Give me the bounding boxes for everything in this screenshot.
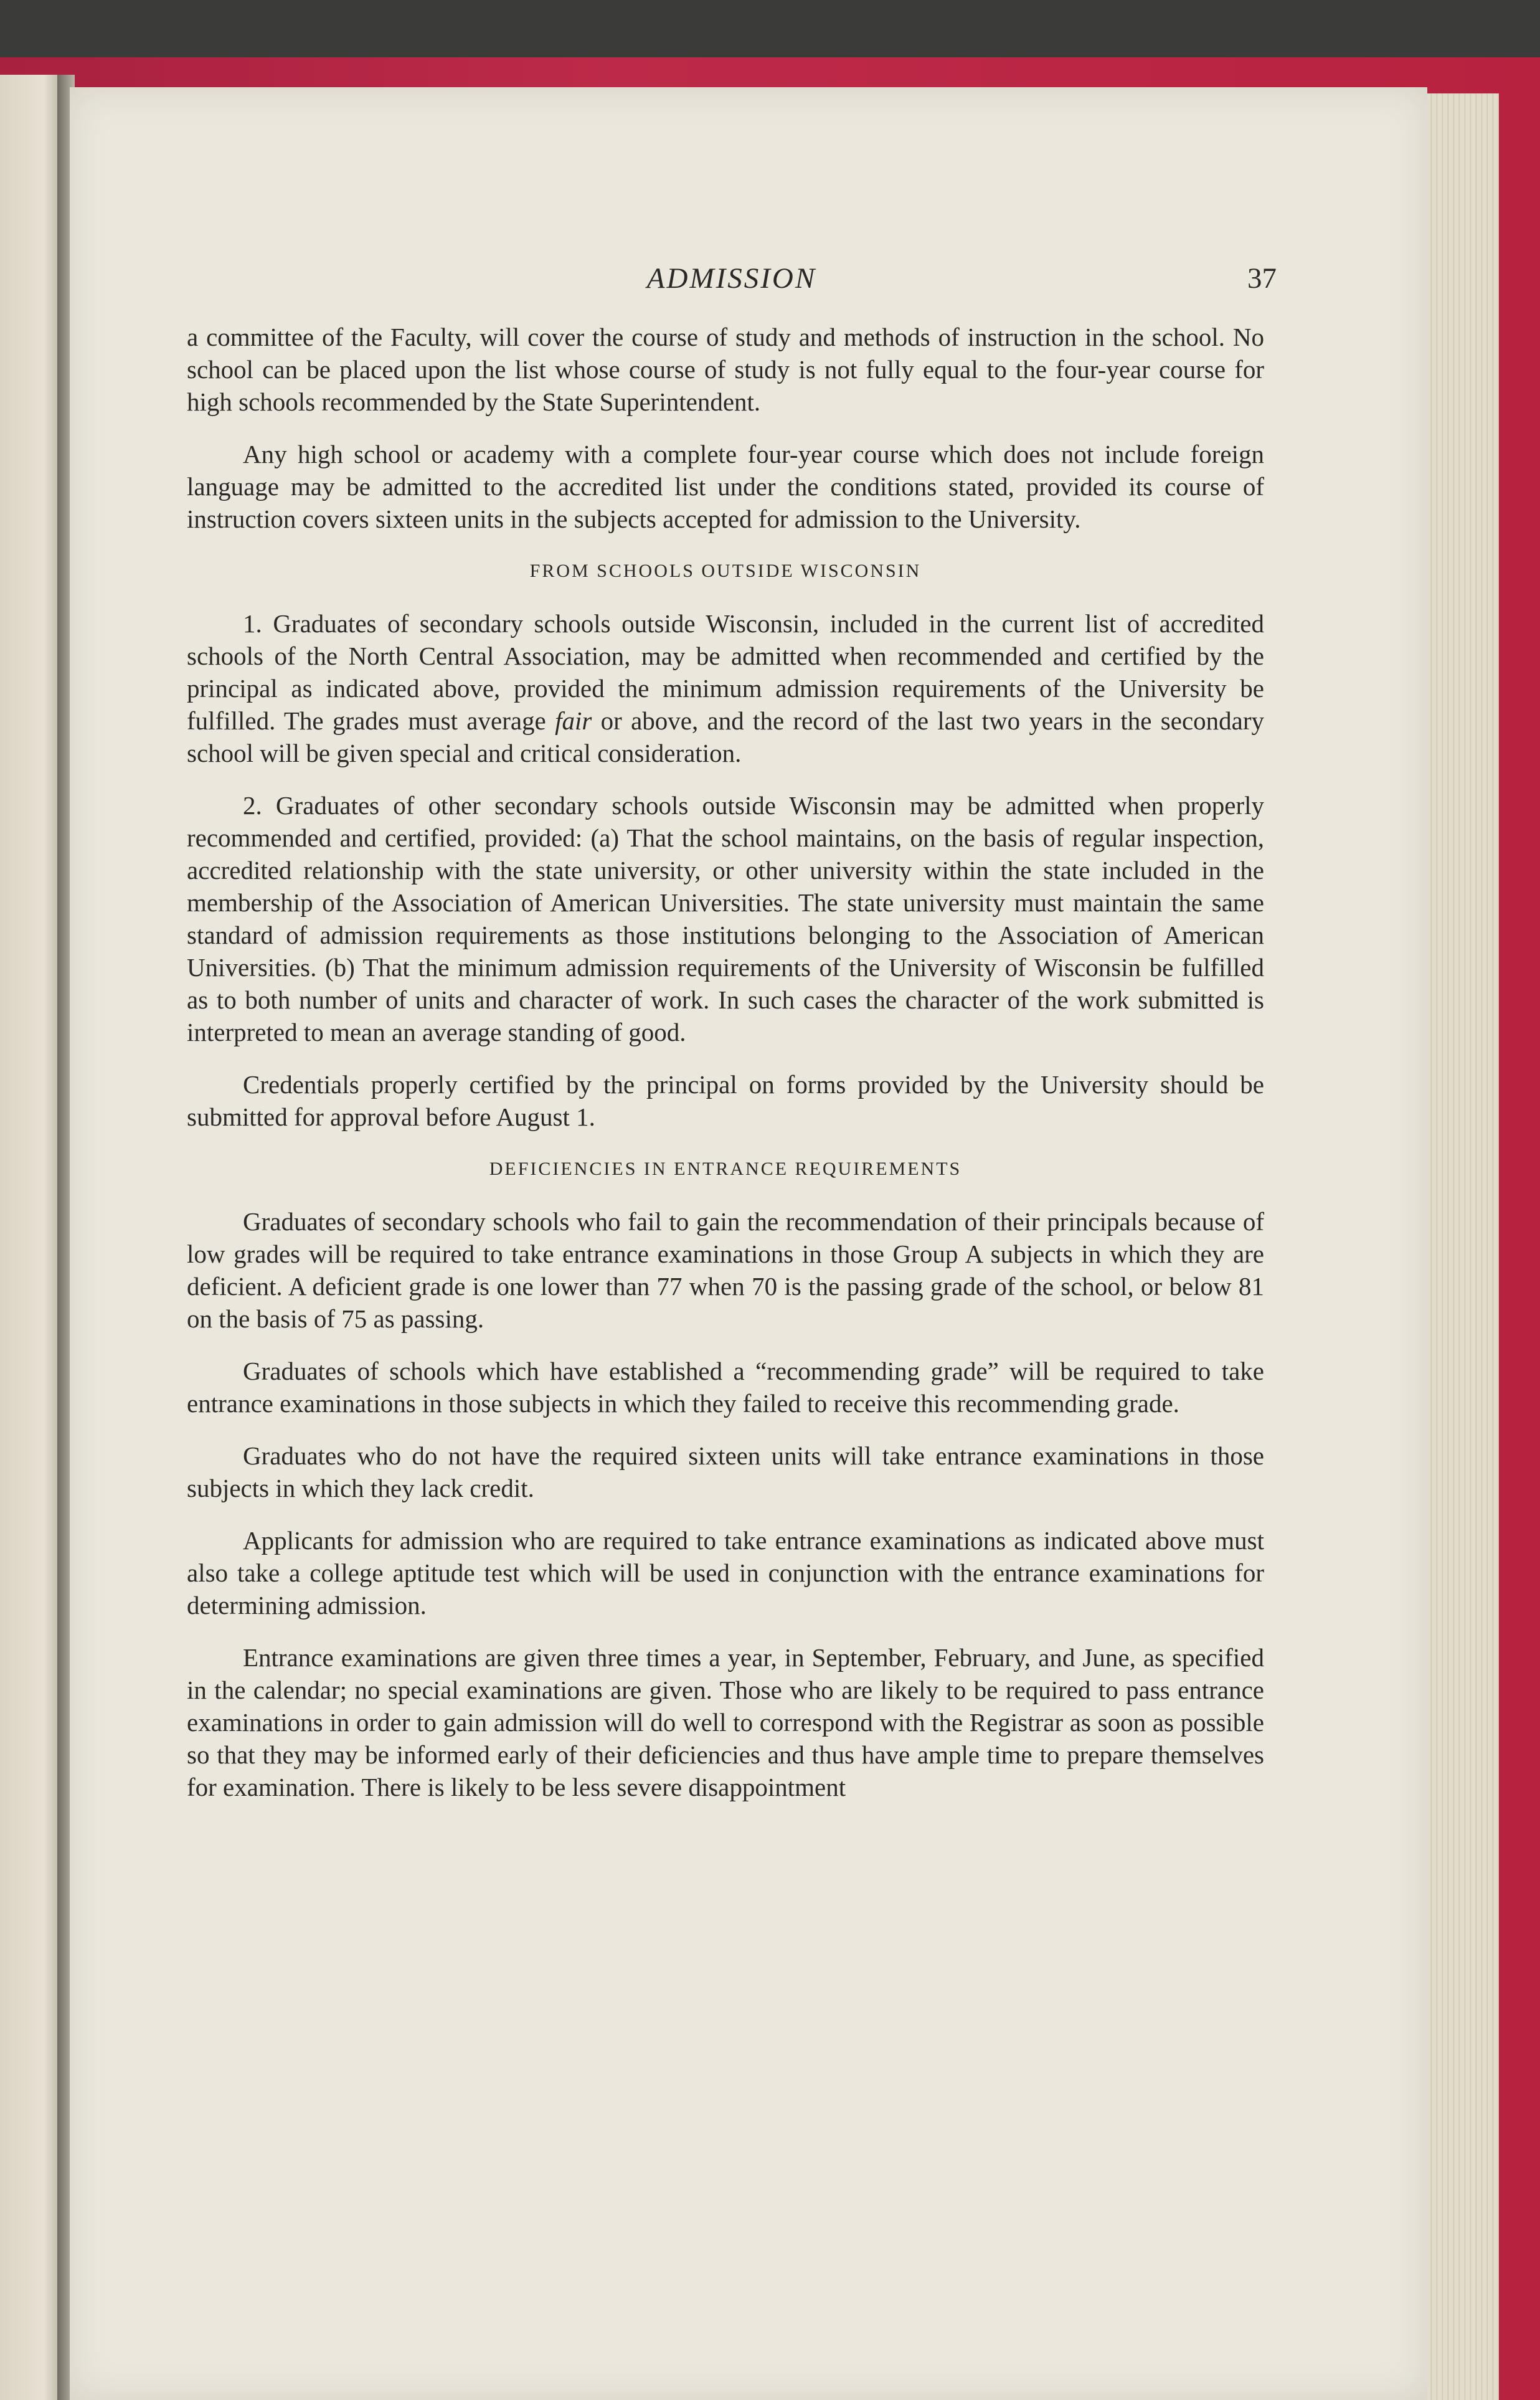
paragraph (187, 607, 1264, 769)
paragraph: Graduates who do not have the required sixteen units will take entrance examinations in those subjects in which they lack credit. (187, 1441, 1264, 1502)
page-body (187, 321, 1264, 1823)
paragraph-text: 1. Graduates of secondary schools outside Wisconsin, included in the current list of accredited schools of the North Central Association, may be admitted when recommended and certified by the principal as indicated above, provided the minimum admission requirements of the University be fulfilled. The grades must average (187, 609, 1264, 735)
paragraph: 2. Graduates of other secondary schools outside Wisconsin may be admitted when properly recommended and certified, provided: (a) That the school maintains, on the basis of regular inspection, accredited relationship with the state university, or other university within the state included in the membership of the Association of American Universities. The state university must maintain the same standard of admission requirements as those institutions belonging to the Association of American Universities. (b) That the minimum admission requirements of the University of Wisconsin be fulfilled as to both number of units and character of work. In such cases the character of the work submitted is interpreted to mean an average standing of good. (187, 791, 1264, 1046)
page-edges (1426, 93, 1499, 2400)
paragraph-text: or above, and the record of the last two years in the secondary school will be given special and critical consideration. (187, 706, 1264, 767)
running-head: ADMISSION (646, 262, 817, 295)
page-header (187, 262, 1277, 305)
section-heading: DEFICIENCIES IN ENTRANCE REQUIREMENTS (489, 1159, 962, 1179)
section-heading: FROM SCHOOLS OUTSIDE WISCONSIN (529, 561, 922, 581)
paragraph: Applicants for admission who are required to take entrance examinations as indicated above must also take a college aptitude test which will be used in conjunction with the entrance examinations for determining admission. (187, 1526, 1264, 1620)
paragraph: Any high school or academy with a complete four-year course which does not include foreign language may be admitted to the accredited list under the conditions stated, provided its course of instruction covers sixteen units in the subjects accepted for admission to the University. (187, 440, 1264, 533)
page-number: 37 (1247, 262, 1277, 295)
paragraph: Graduates of secondary schools who fail to gain the recommendation of their principals because of low grades will be required to take entrance examinations in those Group A subjects in which they are deficient. A deficient grade is one lower than 77 when 70 is the passing grade of the school, or below 81 on the basis of 75 as passing. (187, 1207, 1264, 1333)
paragraph: Entrance examinations are given three times a year, in September, February, and June, as specified in the calendar; no special examinations are given. Those who are likely to be required to pass entrance examinations in order to gain admission will do well to correspond with the Registrar as soon as possible so that they may be informed early of their deficiencies and thus have ample time to prepare themselves for examination. There is likely to be less severe disappointment (187, 1643, 1264, 1801)
emphasis-text: fair (555, 706, 592, 735)
paragraph: Graduates of schools which have established a “recommending grade” will be required to take entrance examinations in those subjects in which they failed to receive this recommending grade. (187, 1357, 1264, 1418)
background-strip (0, 0, 1540, 59)
paragraph: a committee of the Faculty, will cover the course of study and methods of instruction in the school. No school can be placed upon the list whose course of study is not fully equal to the four-year course for high schools recommended by the State Superintendent. (187, 323, 1264, 416)
left-page-edge (0, 75, 62, 2400)
paragraph: Credentials properly certified by the principal on forms provided by the University should be submitted for approval before August 1. (187, 1070, 1264, 1131)
